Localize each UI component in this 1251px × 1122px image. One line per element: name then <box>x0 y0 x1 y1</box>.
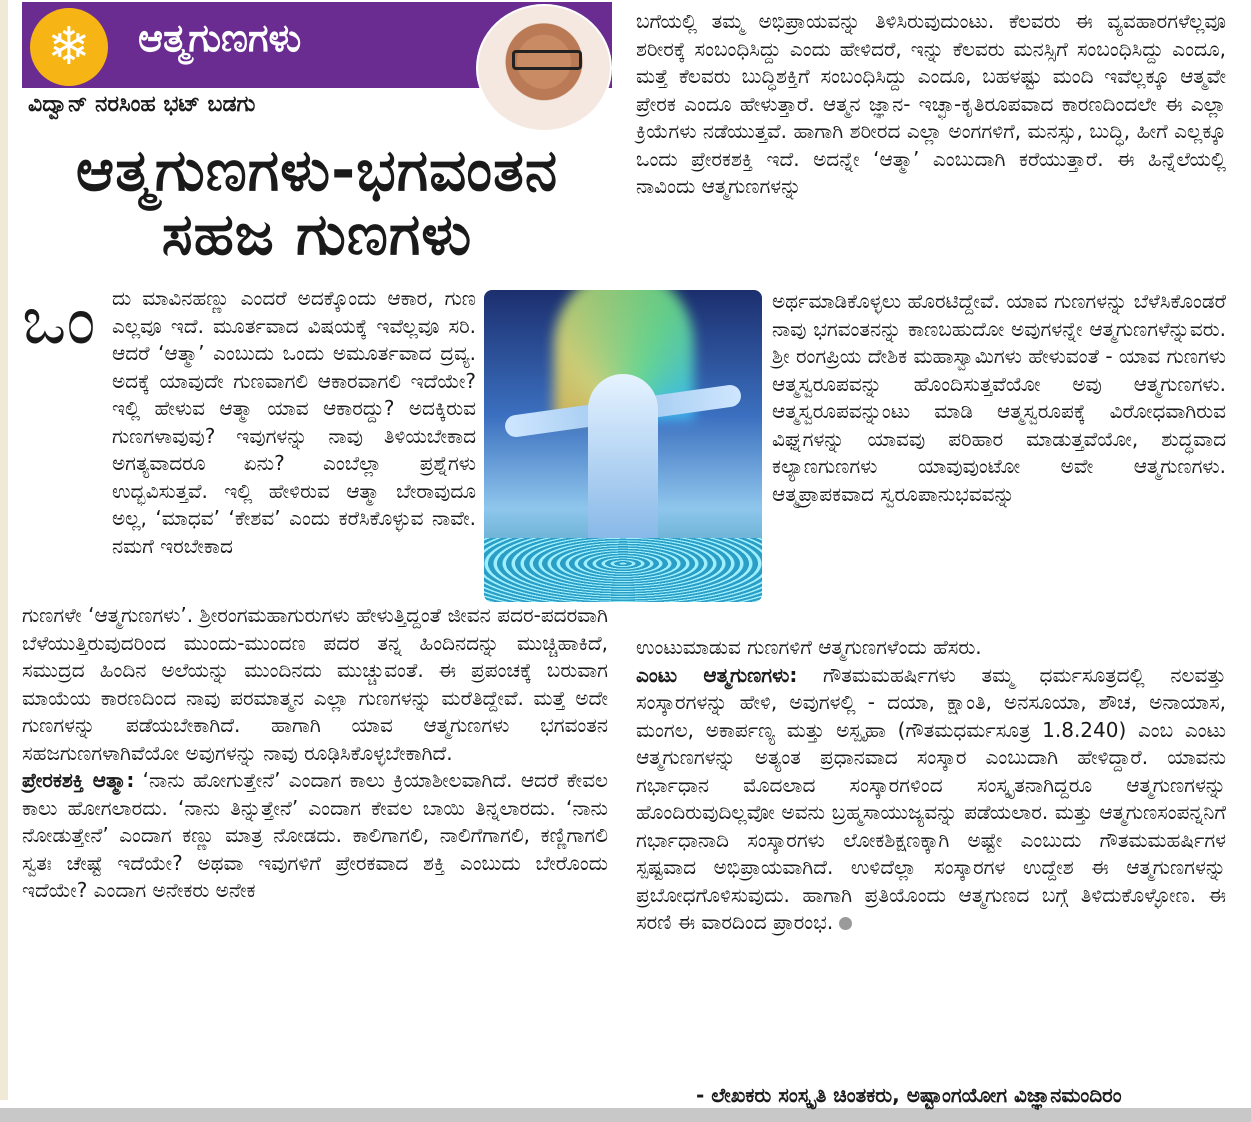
snowflake-icon: ❄ <box>30 8 108 86</box>
article-illustration <box>484 290 762 602</box>
glasses-shape <box>512 50 582 70</box>
subhead-prerakashakti: ಪ್ರೇರಕಶಕ್ತಿ ಆತ್ಮಾ: <box>22 768 135 792</box>
subhead-entu-atmagunagalu: ಎಂಟು ಆತ್ಮಗುಣಗಳು: <box>636 662 798 687</box>
section-title: ಆತ್ಮಗುಣಗಳು <box>138 16 302 60</box>
right-paragraph-4 <box>636 662 1226 937</box>
right-column-bottom <box>636 634 1226 937</box>
right-column-beside-image <box>772 288 1226 508</box>
author-byline: ವಿದ್ವಾನ್ ನರಸಿಂಹ ಭಟ್ ಬಡಗು <box>28 92 256 117</box>
left-column-body <box>22 602 608 905</box>
author-photo <box>476 4 612 132</box>
left-paragraph-2 <box>22 767 608 905</box>
headline <box>22 138 612 266</box>
end-mark-icon <box>839 917 852 930</box>
author-credit: - ಲೇಖಕರು ಸಂಸ್ಕೃತಿ ಚಿಂತಕರು, ಅಷ್ಟಾಂಗಯೋಗ ವಿಜ್ಞಾನಮಂದಿರಂ <box>696 1083 1122 1107</box>
headline-line-2: ಸಹಜ ಗುಣಗಳು <box>161 200 473 268</box>
intro-text-top <box>112 285 476 560</box>
right-paragraph-1: ಬಗೆಯಲ್ಲಿ ತಮ್ಮ ಅಭಿಪ್ರಾಯವನ್ನು ತಿಳಿಸಿರುವುದುಂಟು. ಕೆಲವರು ಈ ವ್ಯವಹಾರಗಳೆಲ್ಲವೂ ಶರೀರಕ್ಕೆ ಸಂಬಂಧಿಸಿದ್ದು ಎಂದು ಹೇಳಿದರೆ, ಇನ್ನು ಕೆಲವರು ಮನಸ್ಸಿಗೆ ಸಂಬಂಧಿಸಿದ್ದು ಎಂದೂ, ಮತ್ತೆ ಕೆಲವರು ಬುದ್ಧಿಶಕ್ತಿಗೆ ಸಂಬಂಧಿಸಿದ್ದು ಎಂದೂ, ಬಹಳಷ್ಟು ಮಂದಿ ಇವೆಲ್ಲಕ್ಕೂ ಆತ್ಮವೇ ಪ್ರೇರಕ ಎಂದೂ ಹೇಳುತ್ತಾರೆ. ಆತ್ಮನ ಜ್ಞಾನ- ಇಚ್ಛಾ-ಕೃತಿರೂಪವಾದ ಕಾರಣದಿಂದಲೇ ಈ ಎಲ್ಲಾ ಕ್ರಿಯೆಗಳು ನಡೆಯುತ್ತವೆ. ಹಾಗಾಗಿ ಶರೀರದ ಎಲ್ಲಾ ಅಂಗಗಳಿಗೆ, ಮನಸ್ಸು, ಬುದ್ಧಿ, ಹೀಗೆ ಎಲ್ಲಕ್ಕೂ ಒಂದು ಪ್ರೇರಕಶಕ್ತಿ ಇದೆ. ಅದನ್ನೇ ‘ಆತ್ಮಾ’ ಎಂಬುದಾಗಿ ಕರೆಯುತ್ತಾರೆ. ಈ ಹಿನ್ನೆಲೆಯಲ್ಲಿ ನಾವಿಂದು ಆತ್ಮಗುಣಗಳನ್ನು <box>636 9 1226 198</box>
right-paragraph-3: ಉಂಟುಮಾಡುವ ಗುಣಗಳಿಗೆ ಆತ್ಮಗುಣಗಳೆಂದು ಹೆಸರು. <box>636 635 982 659</box>
margin-strip <box>0 0 8 1100</box>
right-paragraph-4-text: ಗೌತಮಮಹರ್ಷಿಗಳು ತಮ್ಮ ಧರ್ಮಸೂತ್ರದಲ್ಲಿ ನಲವತ್ತು ಸಂಸ್ಕಾರಗಳನ್ನು ಹೇಳಿ, ಅವುಗಳಲ್ಲಿ - ದಯಾ, ಕ್ಷಾಂತಿ, ಅನಸೂಯಾ, ಶೌಚ, ಅನಾಯಾಸ, ಮಂಗಲ, ಅಕಾರ್ಪಣ್ಯ ಮತ್ತು ಅಸ್ಪೃಹಾ (ಗೌತಮಧರ್ಮಸೂತ್ರ 1.8.240) ಎಂಬ ಎಂಟು ಆತ್ಮಗುಣಗಳನ್ನು ಅತ್ಯಂತ ಪ್ರಧಾನವಾದ ಸಂಸ್ಕಾರ ಎಂಬುದಾಗಿ ಹೇಳಿದ್ದಾರೆ. ಯಾವನು ಗರ್ಭಾಧಾನ ಮೊದಲಾದ ಸಂಸ್ಕಾರಗಳಿಂದ ಸಂಸ್ಕೃತನಾಗಿದ್ದರೂ ಆತ್ಮಗುಣಗಳನ್ನು ಹೊಂದಿರುವುದಿಲ್ಲವೋ ಅವನು ಬ್ರಹ್ಮಸಾಯುಜ್ಯವನ್ನು ಪಡೆಯಲಾರ. ಮತ್ತು ಆತ್ಮಗುಣಸಂಪನ್ನನಿಗೆ ಗರ್ಭಾಧಾನಾದಿ ಸಂಸ್ಕಾರಗಳು ಲೋಕಶಿಕ್ಷಣಕ್ಕಾಗಿ ಅಷ್ಟೇ ಎಂಬುದು ಗೌತಮಮಹರ್ಷಿಗಳ ಸ್ಪಷ್ಟವಾದ ಅಭಿಪ್ರಾಯವಾಗಿದೆ. ಉಳಿದೆಲ್ಲಾ ಸಂಸ್ಕಾರಗಳ ಉದ್ದೇಶ ಈ ಆತ್ಮಗುಣಗಳನ್ನು ಪ್ರಬೋಧಗೊಳಿಸುವುದು. ಹಾಗಾಗಿ ಪ್ರತಿಯೊಂದು ಆತ್ಮಗುಣದ ಬಗ್ಗೆ ತಿಳಿದುಕೊಳ್ಳೋಣ. ಈ ಸರಣಿ ಈ ವಾರದಿಂದ ಪ್ರಾರಂಭ. <box>636 662 1226 934</box>
drop-cap: ಒಂ <box>22 282 96 359</box>
left-paragraph-1: ಗುಣಗಳೇ ‘ಆತ್ಮಗುಣಗಳು’. ಶ್ರೀರಂಗಮಹಾಗುರುಗಳು ಹೇಳುತ್ತಿದ್ದಂತೆ ಜೀವನ ಪದರ-ಪದರವಾಗಿ ಬೆಳೆಯುತ್ತಿರುವುದರಿಂದ ಮುಂದು-ಮುಂದಣ ಪದರ ತನ್ನ ಹಿಂದಿನದನ್ನು ಮುಚ್ಚಿಹಾಕಿದೆ, ಸಮುದ್ರದ ಹಿಂದಿನ ಅಲೆಯನ್ನು ಮುಂದಿನದು ಮುಚ್ಚುವಂತೆ. ಈ ಪ್ರಪಂಚಕ್ಕೆ ಬರುವಾಗ ಮಾಯೆಯ ಕಾರಣದಿಂದ ನಾವು ಪರಮಾತ್ಮನ ಎಲ್ಲಾ ಗುಣಗಳನ್ನು ಮರೆತಿದ್ದೇವೆ. ಮತ್ತೆ ಅದೇ ಗುಣಗಳನ್ನು ಪಡೆಯಬೇಕಾಗಿದೆ. ಹಾಗಾಗಿ ಯಾವ ಆತ್ಮಗುಣಗಳು ಭಗವಂತನ ಸಹಜಗುಣಗಳಾಗಿವೆಯೋ ಅವುಗಳನ್ನು ನಾವು ರೂಢಿಸಿಕೊಳ್ಳಬೇಕಾಗಿದೆ. <box>22 603 608 765</box>
right-column-top <box>636 8 1226 201</box>
right-paragraph-2: ಅರ್ಥಮಾಡಿಕೊಳ್ಳಲು ಹೊರಟಿದ್ದೇವೆ. ಯಾವ ಗುಣಗಳನ್ನು ಬೆಳೆಸಿಕೊಂಡರೆ ನಾವು ಭಗವಂತನನ್ನು ಕಾಣಬಹುದೋ ಅವುಗಳನ್ನೇ ಆತ್ಮಗುಣಗಳೆನ್ನುವರು. ಶ್ರೀ ರಂಗಪ್ರಿಯ ದೇಶಿಕ ಮಹಾಸ್ವಾಮಿಗಳು ಹೇಳುವಂತೆ - ಯಾವ ಗುಣಗಳು ಆತ್ಮಸ್ವರೂಪವನ್ನು ಹೊಂದಿಸುತ್ತವೆಯೋ ಅವು ಆತ್ಮಗುಣಗಳು. ಆತ್ಮಸ್ವರೂಪವನ್ನುಂಟು ಮಾಡಿ ಆತ್ಮಸ್ವರೂಪಕ್ಕೆ ವಿರೋಧವಾಗಿರುವ ವಿಘ್ನಗಳನ್ನು ಯಾವವು ಪರಿಹಾರ ಮಾಡುತ್ತವೆಯೋ, ಶುದ್ಧವಾದ ಕಲ್ಯಾಣಗುಣಗಳು ಯಾವುವುಂಟೋ ಅವೇ ಆತ್ಮಗುಣಗಳು. ಆತ್ಮಪ್ರಾಪಕವಾದ ಸ್ವರೂಪಾನುಭವವನ್ನು <box>772 289 1226 506</box>
bottom-strip <box>0 1108 1251 1122</box>
intro-paragraph: ದು ಮಾವಿನಹಣ್ಣು ಎಂದರೆ ಅದಕ್ಕೊಂದು ಆಕಾರ, ಗುಣ ಎಲ್ಲವೂ ಇದೆ. ಮೂರ್ತವಾದ ವಿಷಯಕ್ಕೆ ಇವೆಲ್ಲವೂ ಸರಿ. ಆದರೆ ‘ಆತ್ಮಾ’ ಎಂಬುದು ಒಂದು ಅಮೂರ್ತವಾದ ದ್ರವ್ಯ. ಅದಕ್ಕೆ ಯಾವುದೇ ಗುಣವಾಗಲಿ ಆಕಾರವಾಗಲಿ ಇದೆಯೇ? ಇಲ್ಲಿ ಹೇಳುವ ಆತ್ಮಾ ಯಾವ ಆಕಾರದ್ದು? ಅದಕ್ಕಿರುವ ಗುಣಗಳಾವುವು? ಇವುಗಳನ್ನು ನಾವು ತಿಳಿಯಬೇಕಾದ ಅಗತ್ಯವಾದರೂ ಏನು? ಎಂಬೆಲ್ಲಾ ಪ್ರಶ್ನೆಗಳು ಉದ್ಭವಿಸುತ್ತವೆ. ಇಲ್ಲಿ ಹೇಳಿರುವ ಆತ್ಮಾ ಬೇರಾವುದೂ ಅಲ್ಲ, ‘ಮಾಧವ’ ‘ಕೇಶವ’ ಎಂದು ಕರೆಸಿಕೊಳ್ಳುವ ನಾವೇ. ನಮಗೆ ಇರಬೇಕಾದ <box>112 286 476 558</box>
left-paragraph-2-text: ‘ನಾನು ಹೋಗುತ್ತೇನೆ’ ಎಂದಾಗ ಕಾಲು ಕ್ರಿಯಾಶೀಲವಾಗಿದೆ. ಆದರೆ ಕೇವಲ ಕಾಲು ಹೋಗಲಾರದು. ‘ನಾನು ತಿನ್ನುತ್ತೇನೆ’ ಎಂದಾಗ ಕೇವಲ ಬಾಯಿ ತಿನ್ನಲಾರದು. ‘ನಾನು ನೋಡುತ್ತೇನೆ’ ಎಂದಾಗ ಕಣ್ಣು ಮಾತ್ರ ನೋಡದು. ಕಾಲಿಗಾಗಲಿ, ನಾಲಿಗೆಗಾಗಲಿ, ಕಣ್ಣಿಗಾಗಲಿ ಸ್ವತಃ ಚೇಷ್ಟೆ ಇದೆಯೇ? ಅಥವಾ ಇವುಗಳಿಗೆ ಪ್ರೇರಕವಾದ ಶಕ್ತಿ ಎಂಬುದು ಬೇರೊಂದು ಇದೆಯೇ? ಎಂದಾಗ ಅನೇಕರು ಅನೇಕ <box>22 768 608 902</box>
headline-line-1: ಆತ್ಮಗುಣಗಳು-ಭಗವಂತನ <box>75 136 559 204</box>
